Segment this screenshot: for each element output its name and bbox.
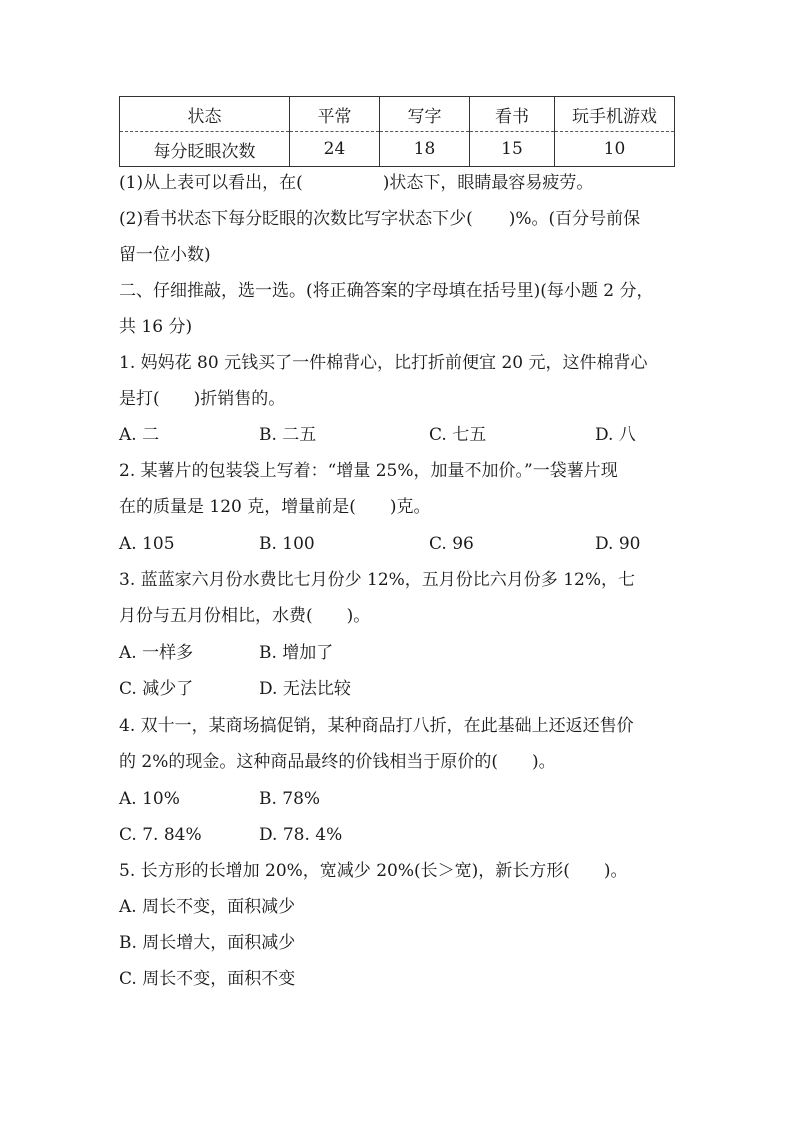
option-row	[119, 534, 679, 554]
question-text: )%。(百分号前保	[508, 209, 641, 229]
table-cell: 18	[380, 132, 470, 167]
table-header-row	[120, 97, 675, 132]
option-a[interactable]: A. 105	[119, 534, 175, 554]
table-cell: 24	[290, 132, 380, 167]
option-d[interactable]: D. 无法比较	[259, 679, 351, 699]
option-row	[119, 425, 679, 445]
question-line: 是打( )折销售的。	[119, 389, 286, 409]
question-text: (2)看书状态下每分眨眼的次数比写字状态下少(	[119, 209, 473, 229]
option-row	[119, 969, 679, 989]
table-header-cell: 写字	[380, 97, 470, 132]
question-line: 3. 蓝蓝家六月份水费比七月份少 12%，五月份比六月份多 12%，七	[119, 570, 636, 590]
question-line: 留一位小数)	[119, 245, 211, 265]
question-line: 1. 妈妈花 80 元钱买了一件棉背心，比打折前便宜 20 元，这件棉背心	[119, 353, 648, 373]
question-line: 月份与五月份相比，水费( )。	[119, 606, 371, 626]
table-cell: 15	[470, 132, 555, 167]
option-row	[119, 679, 679, 699]
option-b[interactable]: B. 二五	[259, 425, 317, 445]
option-d[interactable]: D. 78. 4%	[259, 825, 343, 845]
option-c[interactable]: C. 7. 84%	[119, 825, 202, 845]
option-c[interactable]: C. 减少了	[119, 679, 194, 699]
fill-question-2	[119, 209, 679, 229]
option-b[interactable]: B. 100	[259, 534, 315, 554]
section-heading: 共 16 分)	[119, 317, 193, 337]
option-a[interactable]: A. 一样多	[119, 643, 194, 663]
option-row	[119, 897, 679, 917]
question-line: 4. 双十一，某商场搞促销，某种商品打八折，在此基础上还返还售价	[119, 716, 634, 736]
table-header-cell: 平常	[290, 97, 380, 132]
option-row	[119, 825, 679, 845]
option-b[interactable]: B. 78%	[259, 789, 321, 809]
option-c[interactable]: C. 七五	[429, 425, 487, 445]
question-line: 在的质量是 120 克，增量前是( )克。	[119, 497, 431, 517]
table-header-cell: 玩手机游戏	[555, 97, 675, 132]
option-c[interactable]: C. 96	[429, 534, 474, 554]
question-text: )状态下，眼睛最容易疲劳。	[382, 173, 594, 193]
option-a[interactable]: A. 周长不变，面积减少	[119, 897, 296, 917]
option-d[interactable]: D. 90	[595, 534, 641, 554]
option-a[interactable]: A. 10%	[119, 789, 180, 809]
fill-question-1	[119, 173, 679, 193]
table-cell: 每分眨眼次数	[120, 132, 290, 167]
table-header-cell: 状态	[120, 97, 290, 132]
option-a[interactable]: A. 二	[119, 425, 160, 445]
section-heading: 二、仔细推敲，选一选。(将正确答案的字母填在括号里)(每小题 2 分，	[119, 281, 654, 301]
option-row	[119, 643, 679, 663]
option-c[interactable]: C. 周长不变，面积不变	[119, 969, 296, 989]
option-d[interactable]: D. 八	[595, 425, 636, 445]
table-cell: 10	[555, 132, 675, 167]
option-b[interactable]: B. 增加了	[259, 643, 334, 663]
question-line: 的 2%的现金。这种商品最终的价钱相当于原价的( )。	[119, 752, 556, 772]
question-line: 5. 长方形的长增加 20%，宽减少 20%(长＞宽)，新长方形( )。	[119, 861, 628, 881]
option-b[interactable]: B. 周长增大，面积减少	[119, 933, 296, 953]
blink-rate-table	[119, 96, 675, 167]
table-row	[120, 132, 675, 167]
question-text: (1)从上表可以看出，在(	[119, 173, 303, 193]
question-line: 2. 某薯片的包装袋上写着：“增量 25%，加量不加价。”一袋薯片现	[119, 461, 618, 481]
option-row	[119, 789, 679, 809]
table-header-cell: 看书	[470, 97, 555, 132]
option-row	[119, 933, 679, 953]
